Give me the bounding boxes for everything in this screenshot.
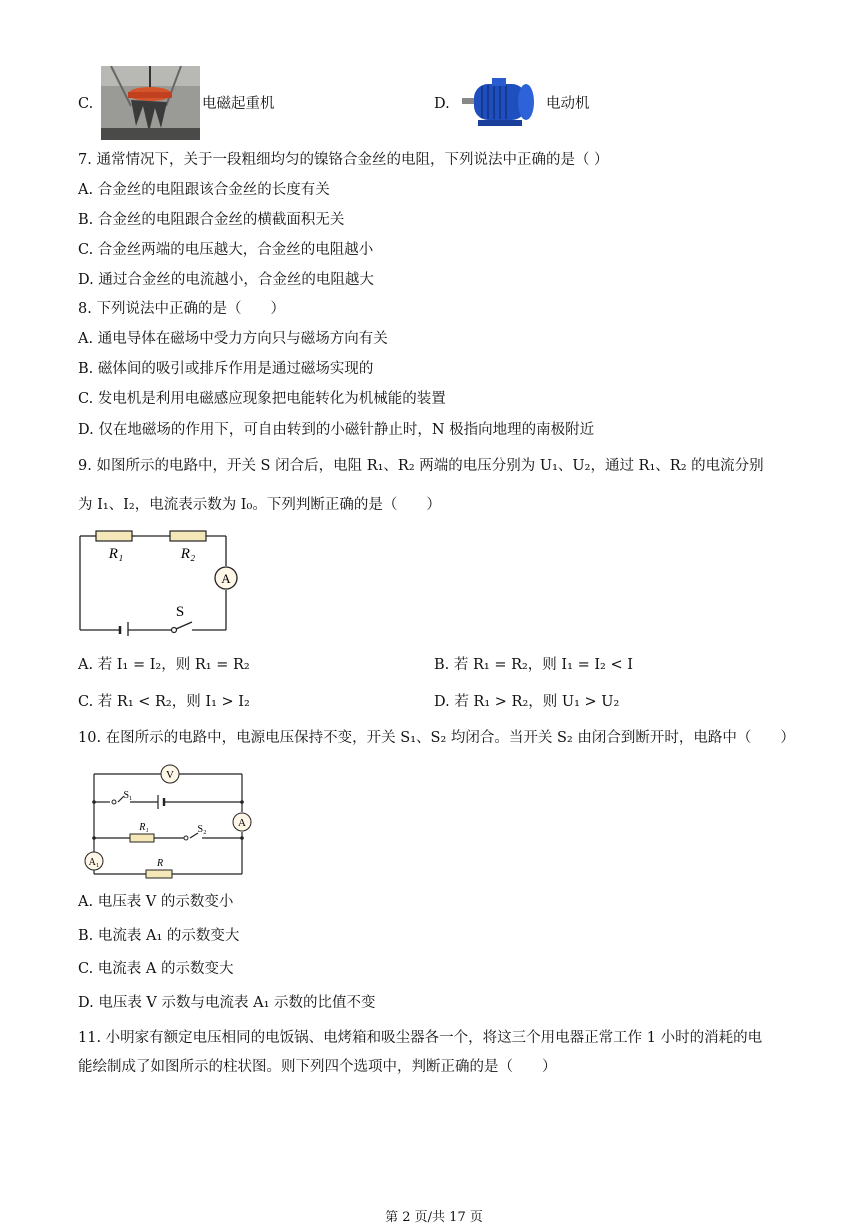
- q10-label-v: V: [166, 769, 174, 781]
- q10-r-resistor: [146, 870, 172, 878]
- q9-label-switch: S: [175, 604, 185, 620]
- q9-label-r1: R₁: [108, 546, 124, 562]
- q7-stem: 7. 通常情况下，关于一段粗细均匀的镍铬合金丝的电阻，下列说法中正确的是（ ）: [78, 152, 609, 168]
- q8-stem: 8. 下列说法中正确的是（ ）: [78, 301, 285, 317]
- q9-label-r2: R₂: [180, 546, 196, 562]
- q9-option-c: C. 若 R₁ < R₂，则 I₁ > I₂: [78, 694, 250, 710]
- q10-label-r1: R₁: [139, 822, 149, 833]
- q10-r1-resistor: [130, 834, 154, 842]
- q8-option-b: B. 磁体间的吸引或排斥作用是通过磁场实现的: [78, 361, 374, 377]
- q7-option-d: D. 通过合金丝的电流越小，合金丝的电阻越大: [78, 272, 374, 288]
- q10-label-a1: A₁: [88, 857, 100, 868]
- q9-circuit-diagram: [76, 526, 246, 636]
- q9-stem-line1: 9. 如图所示的电路中，开关 S 闭合后，电阻 R₁、R₂ 两端的电压分别为 U₁、U₂，通过 R₁、R₂ 的电流分别: [78, 458, 764, 474]
- q7-option-c: C. 合金丝两端的电压越大，合金丝的电阻越小: [78, 242, 374, 258]
- q6-option-d-text: 电动机: [546, 96, 590, 112]
- q6-option-c-text: 电磁起重机: [202, 96, 275, 112]
- q10-option-d: D. 电压表 V 示数与电流表 A₁ 示数的比值不变: [78, 995, 376, 1011]
- q10-label-s1: S₁: [123, 790, 133, 801]
- q10-option-b: B. 电流表 A₁ 的示数变大: [78, 928, 240, 944]
- q9-stem-line2: 为 I₁、I₂，电流表示数为 I₀。下列判断正确的是（ ）: [78, 497, 441, 513]
- q10-circuit-diagram: [80, 762, 260, 884]
- q10-label-a: A: [238, 817, 246, 829]
- q10-stem: 10. 在图所示的电路中，电源电压保持不变，开关 S₁、S₂ 均闭合。当开关 S₂ 由闭合到断开时，电路中（ ）: [78, 730, 795, 746]
- q7-option-b: B. 合金丝的电阻跟合金丝的横截面积无关: [78, 212, 345, 228]
- q9-option-a: A. 若 I₁ = I₂，则 R₁ = R₂: [78, 657, 250, 673]
- q9-r1-resistor: [96, 531, 132, 541]
- q9-label-ammeter: A: [221, 571, 231, 586]
- q9-r2-resistor: [170, 531, 206, 541]
- q6-option-d-label: D.: [434, 96, 450, 112]
- electric-motor-image: [462, 74, 542, 130]
- q11-line2: 能绘制成了如图所示的柱状图。则下列四个选项中，判断正确的是（ ）: [78, 1059, 557, 1075]
- q9-option-d: D. 若 R₁ > R₂，则 U₁ > U₂: [434, 694, 620, 710]
- q10-label-s2: S₂: [197, 824, 207, 835]
- q8-option-a: A. 通电导体在磁场中受力方向只与磁场方向有关: [78, 331, 388, 347]
- q7-option-a: A. 合金丝的电阻跟该合金丝的长度有关: [78, 182, 330, 198]
- q11-line1: 11. 小明家有额定电压相同的电饭锅、电烤箱和吸尘器各一个，将这三个用电器正常工作 1 小时的消耗的电: [78, 1030, 763, 1046]
- q6-option-c-label: C.: [78, 96, 94, 112]
- q8-option-d: D. 仅在地磁场的作用下，可自由转到的小磁针静止时，N 极指向地理的南极附近: [78, 422, 595, 438]
- q10-label-r: R: [156, 858, 164, 869]
- q9-option-b: B. 若 R₁ = R₂，则 I₁ = I₂ < I: [434, 657, 633, 673]
- q10-option-a: A. 电压表 V 的示数变小: [78, 894, 234, 910]
- q10-option-c: C. 电流表 A 的示数变大: [78, 961, 234, 977]
- page-footer: 第 2 页/共 17 页: [385, 1210, 483, 1225]
- electromagnetic-crane-image: [101, 66, 200, 140]
- q8-option-c: C. 发电机是利用电磁感应现象把电能转化为机械能的装置: [78, 391, 446, 407]
